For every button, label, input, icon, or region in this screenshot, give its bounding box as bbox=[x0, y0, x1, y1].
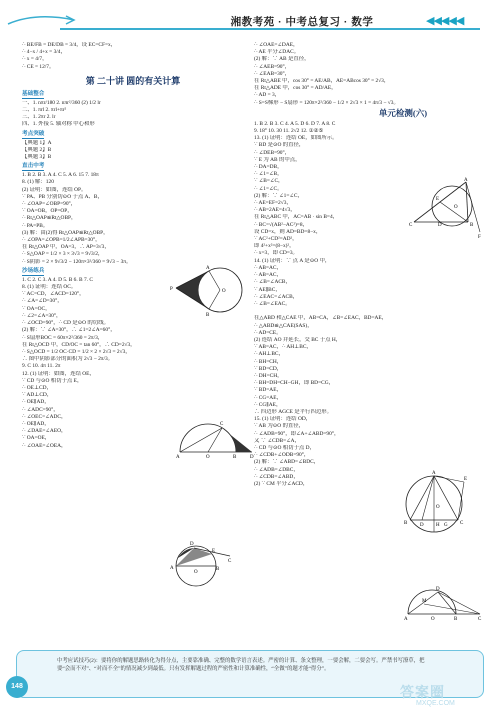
fig-label: P bbox=[170, 287, 173, 292]
text-line: 14. (1) 证明：∵ 点 A 是⊙O 中， bbox=[254, 257, 331, 264]
text-line: ∵ AC=CD，∠ACD=120°， bbox=[22, 291, 85, 298]
text-line: ∴ S扇形BOC = 60π×2²/360 = 2π/3， bbox=[22, 334, 104, 341]
text-line: ∴ 四边形 AGCE 是平行四边形。 bbox=[254, 408, 333, 415]
right-column bbox=[254, 42, 482, 488]
text-line: ∴ CE = 12/7。 bbox=[22, 63, 55, 70]
text-line: 在△ABD 和△CAE 中，AB=CA，∠B=∠EAC，BD=AE， bbox=[254, 315, 388, 322]
text-line: ∵ E 为 AB 的中点， bbox=[254, 156, 301, 163]
text-line: ∴ ∠2=∠A=30°， bbox=[22, 312, 62, 319]
watermark-url: MXQE.COM bbox=[416, 700, 455, 707]
text-line: ∴ OE⊥CD， bbox=[22, 384, 52, 391]
text-line: ∵ BD 是⊙O 的直径， bbox=[254, 142, 305, 149]
text-line: ∴ ∠1=∠B， bbox=[254, 171, 283, 178]
text-line: ∴ ∠EAC=∠ACB， bbox=[254, 293, 299, 300]
fig-label: M bbox=[422, 599, 427, 604]
section-label-direct: 直击中考 bbox=[22, 163, 45, 170]
text-line: 二、1. πrl 2. πrl+πr² bbox=[22, 107, 67, 114]
text-line: 四、1. 外接 5. 轴对称 中心和形 bbox=[22, 121, 95, 128]
text-line: 设 CD=x，则 AD=BD=8−x， bbox=[254, 228, 322, 235]
fig-label: D bbox=[250, 455, 254, 460]
text-line: ∴ BC=√(AB²−AC²)=8， bbox=[254, 221, 308, 228]
text-line: ∴ ∠DEB=90°， bbox=[254, 149, 291, 156]
text-line: 【典题 2】B bbox=[22, 146, 52, 153]
exam-points-block bbox=[22, 140, 244, 162]
text-line: 【典题 3】B bbox=[22, 154, 52, 161]
fig-label: A bbox=[464, 178, 468, 183]
text-line: (2) ∵ CM 平分∠ACD， bbox=[254, 480, 309, 487]
text-line bbox=[254, 308, 482, 315]
fig-label: B bbox=[454, 617, 458, 622]
text-line: 【典题 1】A bbox=[22, 139, 52, 146]
figure-tangent-circle bbox=[168, 258, 248, 322]
fig-label: O bbox=[436, 505, 440, 510]
fig-label: B bbox=[470, 223, 474, 228]
text-line: ∴ BH=DH=CH−GH，即 BD=CG， bbox=[254, 380, 334, 387]
left-column bbox=[22, 42, 244, 450]
text-line: ∴ DH=CH， bbox=[254, 372, 283, 379]
text-line: ∴ ∠EAB=30°， bbox=[254, 70, 291, 77]
fig-label: G bbox=[444, 523, 448, 528]
text-line: ∴ S△OAP = 1/2 × 3 × 3√3 = 9√3/2， bbox=[22, 251, 104, 258]
text-line: ∴ AD=CE。 bbox=[254, 329, 282, 336]
text-line: ∵ ∠B=∠C， bbox=[254, 178, 284, 185]
text-line: (2) 证明：如图，连结 OP。 bbox=[22, 186, 87, 193]
text-line: ∵ OA=OC， bbox=[22, 305, 51, 312]
text-line: 在 Rt△OCD 中，CD/OC = tan 60°，∴ CD=2√3， bbox=[22, 341, 136, 348]
text-line: ∴ AB=AC， bbox=[254, 272, 282, 279]
fig-label: C bbox=[220, 422, 224, 427]
fig-label: A bbox=[206, 266, 210, 271]
text-line: ∴ OE∥AD， bbox=[22, 420, 50, 427]
text-line: 又 ∵ ∠CDB=∠A， bbox=[254, 437, 300, 444]
fig-label: C bbox=[460, 521, 464, 526]
text-line: 9. C 10. 4π 11. 2π bbox=[22, 363, 61, 370]
text-line: ∴ ∠A=∠D=30°， bbox=[22, 298, 63, 305]
fig-label: D bbox=[420, 523, 424, 528]
text-line: ∴ AE 平分∠DAC。 bbox=[254, 49, 300, 56]
text-line: 9. 18° 10. 30 11. 2√2 12. ①②⑤ bbox=[254, 128, 324, 135]
text-line: ∵ AB 为⊙O 的直径， bbox=[254, 423, 305, 430]
text-line: ∴ ∠B=∠ACB， bbox=[254, 279, 291, 286]
fig-label: A bbox=[170, 566, 174, 571]
text-line: ∴ AB=2AE=4√3， bbox=[254, 207, 296, 214]
header-arrows-icon: ◀◀◀◀◀ bbox=[426, 15, 464, 27]
section-label-basics: 基础整合 bbox=[22, 90, 45, 97]
text-line: ∴ ∠DAE=∠AEO， bbox=[22, 428, 67, 435]
fig-label: B bbox=[206, 313, 210, 318]
text-line: ∴ AB=AC， bbox=[254, 264, 282, 271]
right-top-block bbox=[254, 42, 482, 107]
text-line: 在 Rt△ADE 中，cos 30° = AD/AE， bbox=[254, 85, 337, 92]
swoosh-decoration bbox=[6, 14, 76, 28]
fig-label: H bbox=[436, 523, 440, 528]
text-line: ∴ Rt△OAP≌Rt△OBP， bbox=[22, 215, 77, 222]
fig-label: O bbox=[222, 289, 226, 294]
header-rule bbox=[60, 28, 480, 30]
text-line: 12. (1) 证明：如图，连结 OE， bbox=[22, 370, 95, 377]
page-header bbox=[0, 0, 500, 40]
text-line: ∴ CD 与⊙O 相切于点 D， bbox=[254, 444, 315, 451]
fig-label: F bbox=[478, 235, 481, 240]
figure-semicircle-tangent bbox=[176, 412, 256, 460]
header-title: 湘教考苑 · 中考总复习 · 数学 bbox=[230, 16, 374, 28]
text-line: 8. (1) 证明：连结 OC。 bbox=[22, 284, 77, 291]
text-line: (2) 解：∵ ∠ABD=∠BDC， bbox=[254, 459, 320, 466]
fig-label: E bbox=[212, 549, 216, 554]
fig-label: D bbox=[438, 223, 442, 228]
text-line: ∴ AD = 3， bbox=[254, 92, 281, 99]
text-line: ∴ ∠OAP=∠OBP=90°， bbox=[22, 201, 77, 208]
text-line: ∴ CG∥AE， bbox=[254, 401, 282, 408]
fig-label: O bbox=[194, 570, 198, 575]
fig-label: C bbox=[409, 223, 413, 228]
text-line: ∵ CD 与⊙O 相切于点 E， bbox=[22, 377, 83, 384]
text-line: ∴ 图中阴影部分的面积为 2√3 − 2π/3。 bbox=[22, 356, 114, 363]
text-line: (3) 解：由(2)得 Rt△OAP≌Rt△OBP， bbox=[22, 229, 109, 236]
text-line: (2) 解：∵ AB 是直径， bbox=[254, 56, 310, 63]
text-line: ∴ ∠CDB=∠ABD， bbox=[254, 473, 299, 480]
fig-label: O bbox=[206, 455, 210, 460]
text-line: ∵ OA=OE， bbox=[22, 435, 51, 442]
fig-label: A bbox=[176, 455, 180, 460]
text-line: ∴ ∠OEC=∠ADC， bbox=[22, 413, 67, 420]
figure-semicircle-bisector bbox=[404, 580, 484, 624]
direct-block bbox=[22, 172, 244, 266]
fig-label: E bbox=[436, 197, 440, 202]
text-line: (2) 解：∵ ∠A=30°，∴ ∠1=2∠A=60°， bbox=[22, 327, 116, 334]
unit-title: 单元检测(六) bbox=[378, 107, 428, 118]
text-line: ∴ ∠OAE=∠OEA， bbox=[22, 442, 67, 449]
text-line: ∵ OA=OB，OP=OP， bbox=[22, 208, 73, 215]
fig-label: O bbox=[454, 205, 458, 210]
figure-inscribed-triangle bbox=[400, 466, 470, 540]
text-line: ∴ 4−x / 4+x = 3/4， bbox=[22, 49, 66, 56]
text-line: ∴ ∠OAE=∠DAE， bbox=[254, 42, 299, 48]
fig-label: B bbox=[404, 521, 408, 526]
fig-label: D bbox=[436, 587, 440, 592]
fig-label: O bbox=[431, 617, 435, 622]
text-line: 三、1. 2πr 2. lr bbox=[22, 114, 56, 121]
text-line: ∵ BD=AE， bbox=[254, 387, 282, 394]
text-line: 在 Rt△ABE 中，cos 30° = AE/AB，AE=ABcos 30° = 2√3， bbox=[254, 78, 390, 85]
fig-label: C bbox=[478, 617, 482, 622]
fig-label: E bbox=[464, 477, 468, 482]
text-line: (2) 连结 AO 并延长，交 BC 于点 H， bbox=[254, 336, 342, 343]
text-line: ∴ OE∥AD， bbox=[22, 399, 50, 406]
text-line: ∴ ∠OCD=90°，∴ CD 是⊙O 的切线。 bbox=[22, 320, 109, 327]
text-line: ∴ ∠AEB=90°， bbox=[254, 63, 291, 70]
text-line: ∴ △ABD≌△CAE(SAS)， bbox=[254, 322, 313, 329]
text-line: 即 4²+x²=(8−x)²， bbox=[254, 243, 295, 250]
text-line: ∴ x = 4/7， bbox=[22, 56, 48, 63]
text-line: ∴ BE/FB = DE/DB = 3/4，设 EC=CF=x， bbox=[22, 42, 117, 48]
fig-label: C bbox=[228, 559, 232, 564]
text-line: ∵ AB=AC，∴ AH⊥BC， bbox=[254, 344, 312, 351]
fig-label: B bbox=[233, 455, 237, 460]
text-line: ∴ AH⊥BC， bbox=[254, 351, 284, 358]
text-line: ∴ AE=EF=2√3， bbox=[254, 200, 292, 207]
text-line: ∴ DA=DB， bbox=[254, 164, 283, 171]
text-line: 1. C 2. C 3. A 4. D 5. B 6. B 7. C bbox=[22, 276, 93, 283]
text-line: ∴ ∠ADB=∠DBC， bbox=[254, 466, 299, 473]
text-line: ∵ AD⊥CD， bbox=[22, 392, 53, 399]
exam-tips-note: 中考应试技巧(2)：要将你的解题思路转化为得分点，主要靠准确、完整的数学语言表述。严密的计算、条文整理，一要会解，二要会写。严禁书写潦草，把要“会而不对”、“对而不全”的情况减少到最低。只有发挥解题过程的严密性和计算准确性，“全做”的题才能“得分”。 bbox=[57, 658, 425, 672]
basics-block bbox=[22, 100, 244, 129]
section-label-exam-points: 考点突破 bbox=[22, 130, 45, 137]
text-line: ∴ PA=PB。 bbox=[22, 222, 49, 229]
text-line: ∴ ∠CDB+∠ODB=90°， bbox=[254, 452, 310, 459]
text-line: ∵ AE∥BC， bbox=[254, 286, 281, 293]
text-line: 8. (1) 解：120 bbox=[22, 179, 54, 186]
fig-label: D bbox=[190, 542, 194, 547]
text-line: ∵ PA、PB 分别切⊙O 于点 A、B， bbox=[22, 193, 103, 200]
text-line: (2) 解：∵ ∠1=∠C， bbox=[254, 192, 303, 199]
watermark-logo: 答案圈 bbox=[400, 684, 445, 700]
text-line: ∴ CG=AE， bbox=[254, 394, 282, 401]
text-line: ∵ BD=CD， bbox=[254, 365, 283, 372]
text-line: ∴ x=3，即 CD=3。 bbox=[254, 250, 298, 257]
section-label-practice: 沙场练兵 bbox=[22, 267, 45, 274]
text-line: 13. (1) 证明：连结 OE，如图所示。 bbox=[254, 135, 338, 142]
text-line: ∴ ∠1=∠C。 bbox=[254, 185, 283, 192]
text-line: 一、1. nπr/180 2. nπr²/360 (2) 1/2 lr bbox=[22, 99, 101, 106]
lecture-title: 第 二十讲 圆的有关计算 bbox=[85, 75, 181, 86]
text-line: ∴ ∠ADB=90°，即∠A+∠ABD=90°， bbox=[254, 430, 340, 437]
fig-label: B bbox=[216, 567, 220, 572]
text-line: 1. B 2. B 3. A 4. C 5. A 6. 15 7. 18π bbox=[22, 172, 99, 179]
fig-label: A bbox=[404, 617, 408, 622]
text-line: ∵ AC²+CD²=AD²， bbox=[254, 236, 298, 243]
text-line: 在 Rt△ABC 中，AC=AB · sin B=4， bbox=[254, 214, 339, 221]
text-line: ∴ ∠B=∠EAC。 bbox=[254, 300, 291, 307]
figure-right-triangle-circle bbox=[408, 176, 488, 240]
text-line: ∴ ∠ADC=90°， bbox=[22, 406, 59, 413]
text-line: ∴ S阴影 = 2 × 9√3/2 − 120π×3²/360 = 9√3 − 3π。 bbox=[22, 258, 132, 265]
figure-circle-trapezoid bbox=[164, 536, 236, 592]
fig-label: A bbox=[432, 471, 436, 476]
text-line: ∴ S△OCD = 1/2 OC·CD = 1/2 × 2 × 2√3 = 2√3， bbox=[22, 348, 131, 355]
text-line: ∴ BH=CH， bbox=[254, 358, 283, 365]
text-line: ∴ S=S梯形 − S扇形 = 120π×2²/360 − 1/2 × 2√3 × 1 = 4π/3 − √3。 bbox=[254, 99, 399, 106]
text-line: 15. (1) 证明：连结 OD， bbox=[254, 416, 312, 423]
text-line: ∴ ∠OPA=∠OPB=1/2∠APB=30°， bbox=[22, 237, 101, 244]
text-line: 在 Rt△OAP 中，OA=3，∴ AP=3√3， bbox=[22, 244, 110, 251]
left-top-block bbox=[22, 42, 244, 71]
text-line: 1. B 2. B 3. C 4. A 5. D 6. D 7. A 8. C bbox=[254, 120, 336, 127]
page-number: 148 bbox=[6, 676, 28, 698]
